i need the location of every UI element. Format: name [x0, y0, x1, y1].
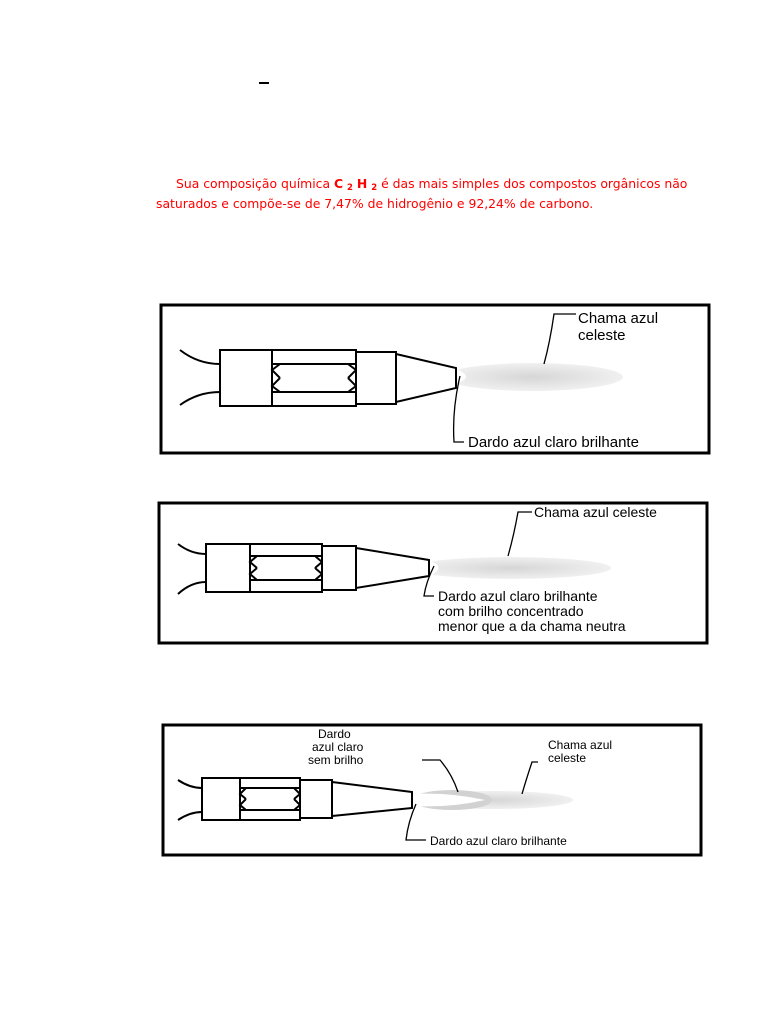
formula-c-sub: 2	[347, 183, 353, 193]
diagram-3-label-celeste: celeste	[548, 751, 587, 765]
paragraph-line-1	[156, 176, 716, 196]
composition-paragraph	[156, 176, 716, 212]
dash-mark	[259, 82, 269, 84]
diagram-3-label-azul-claro: azul claro	[312, 740, 364, 754]
diagram-2-label-chama: Chama azul celeste	[534, 504, 657, 520]
diagram-1-label-chama: Chama azul	[578, 310, 659, 327]
diagram-2-label-brilho: com brilho concentrado	[438, 603, 584, 619]
diagram-1-torch	[180, 350, 456, 406]
formula-h: H	[356, 176, 368, 191]
paragraph-intro: Sua composição química	[176, 176, 334, 191]
diagram-1-label-celeste: celeste	[578, 327, 626, 344]
torch-diagram-2	[156, 500, 712, 646]
diagram-3-label-sem-brilho: sem brilho	[308, 753, 364, 767]
diagram-3-label-dardo-brilhante: Dardo azul claro brilhante	[430, 834, 567, 848]
diagram-1-label-dardo: Dardo azul claro brilhante	[468, 434, 639, 451]
paragraph-line-2: saturados e compõe-se de 7,47% de hidrogênio e 92,24% de carbono.	[156, 196, 594, 211]
diagram-1-outer-flame	[443, 363, 623, 391]
diagram-2-label-dardo: Dardo azul claro brilhante	[438, 588, 598, 604]
diagram-2-outer-flame	[411, 557, 611, 579]
paragraph-line1-rest: é das mais simples dos compostos orgânicos não	[377, 176, 688, 191]
diagram-3-label-dardo: Dardo	[318, 727, 351, 741]
diagram-2-label-menor: menor que a da chama neutra	[438, 618, 626, 634]
formula-c: C	[334, 176, 344, 191]
torch-diagram-3	[160, 722, 706, 858]
diagram-3-label-chama: Chama azul	[548, 738, 613, 752]
torch-diagram-1	[158, 302, 714, 456]
formula-h-sub: 2	[371, 183, 378, 193]
